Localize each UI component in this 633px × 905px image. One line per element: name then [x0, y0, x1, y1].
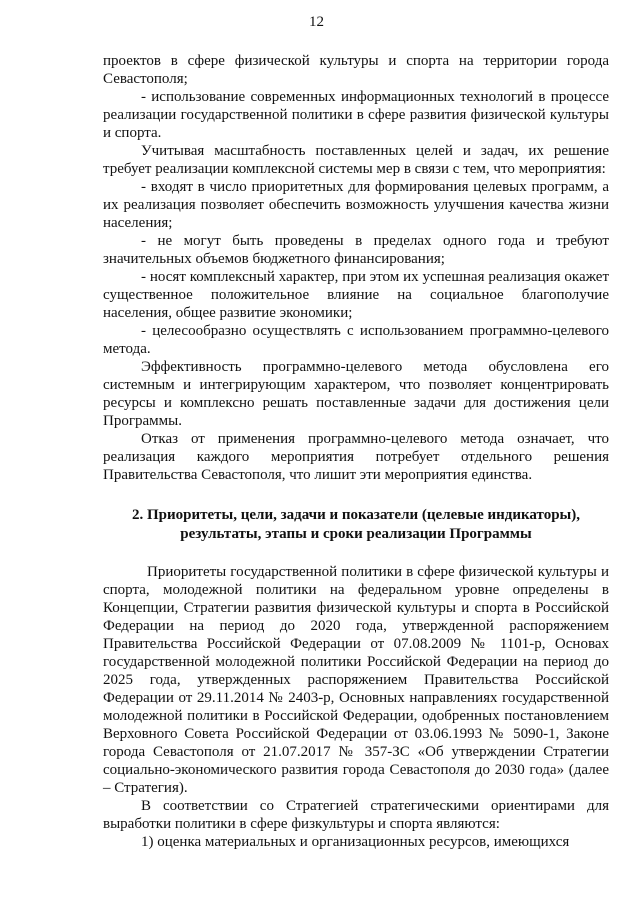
- list-item: - использование современных информационных технологий в процессе реализации государственной политики в сфере развития физической культуры и спорта.: [103, 89, 609, 141]
- section-heading-line: результаты, этапы и сроки реализации Программы: [180, 526, 532, 542]
- paragraph: Учитывая масштабность поставленных целей и задач, их решение требует реализации комплексной системы мер в связи с тем, что мероприятия:: [103, 143, 609, 177]
- list-item: - не могут быть проведены в пределах одного года и требуют значительных объемов бюджетного финансирования;: [103, 233, 609, 267]
- section-heading-line: 2. Приоритеты, цели, задачи и показатели (целевые индикаторы),: [132, 507, 580, 523]
- paragraph: Эффективность программно-целевого метода обусловлена его системным и интегрирующим характером, что позволяет концентрировать ресурсы и комплексно решать поставленные задачи для достижения цели Программы.: [103, 359, 609, 429]
- list-item: 1) оценка материальных и организационных ресурсов, имеющихся: [141, 834, 570, 850]
- document-body: [103, 52, 609, 851]
- paragraph: В соответствии со Стратегией стратегическими ориентирами для выработки политики в сфере физкультуры и спорта являются:: [103, 798, 609, 832]
- paragraph: Приоритеты государственной политики в сфере физической культуры и спорта, молодежной политики на федеральном уровне определены в Концепции, Стратегии развития физической культуры и спорта в Российской Федерации на период до 2020 года, утвержденной распоряжением Правительства Российской Федерации от 07.08.2009 № 1101-р, Основах государственной молодежной политики Российской Федерации на период до 2025 года, утвержденных распоряжением Правительства Российской Федерации от 29.11.2014 № 2403-р, Основных направлениях государственной молодежной политики в Российской Федерации, одобренных постановлением Верховного Совета Российской Федерации от 03.06.1993 № 5090-1, Законе города Севастополя от 21.07.2017 № 357-ЗС «Об утверждении Стратегии социально-экономического развития города Севастополя до 2030 года» (далее – Стратегия).: [103, 564, 609, 796]
- list-item: - носят комплексный характер, при этом их успешная реализация окажет существенное положительное влияние на социальное благополучие населения, общее развитие экономики;: [103, 269, 609, 321]
- section-heading: [103, 506, 609, 544]
- page-number: 12: [309, 14, 324, 30]
- list-item: - входят в число приоритетных для формирования целевых программ, а их реализация позволяет обеспечить возможность улучшения качества жизни населения;: [103, 179, 609, 231]
- paragraph: Отказ от применения программно-целевого метода означает, что реализация каждого мероприятия потребует отдельного решения Правительства Севастополя, что лишит эти мероприятия единства.: [103, 431, 609, 483]
- paragraph: проектов в сфере физической культуры и спорта на территории города Севастополя;: [103, 53, 609, 87]
- list-item: - целесообразно осуществлять с использованием программно-целевого метода.: [103, 323, 609, 357]
